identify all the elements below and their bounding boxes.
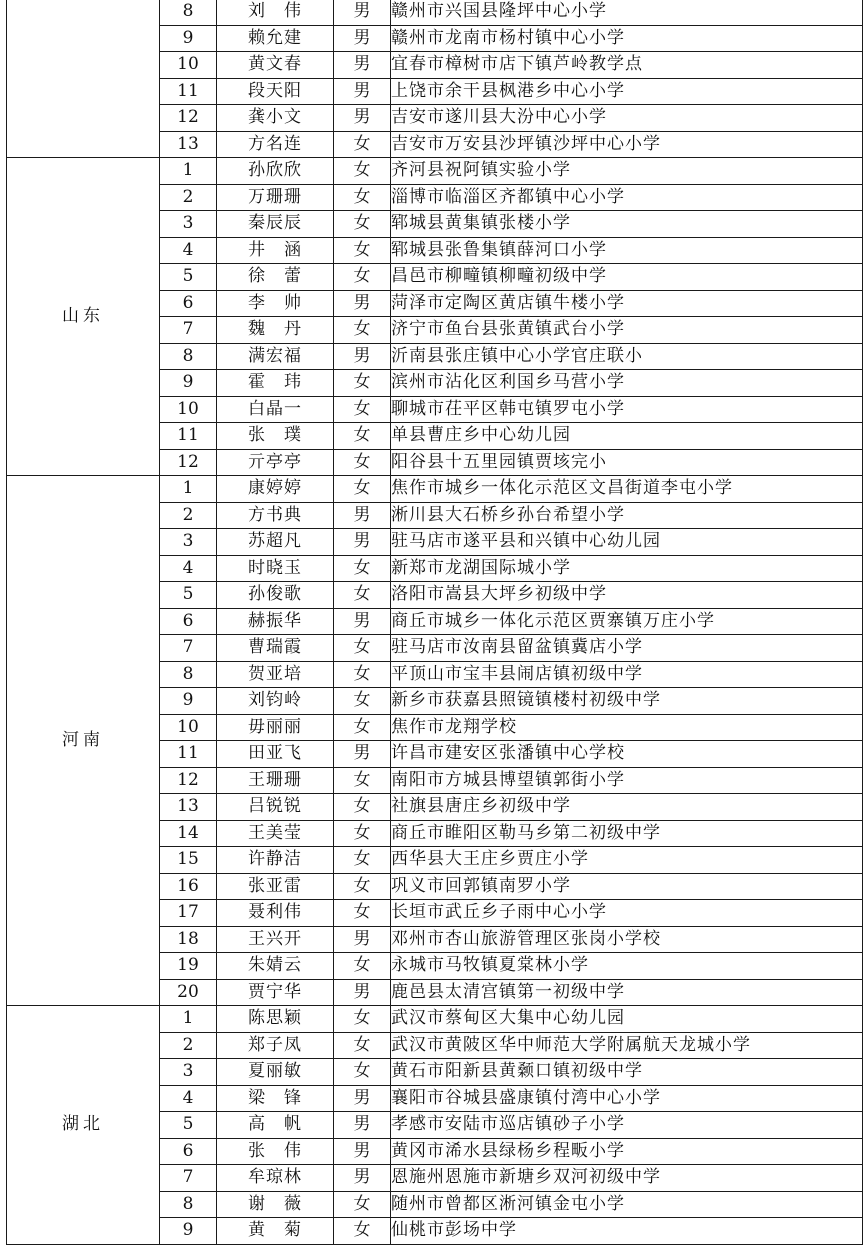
school-name-cell: 武汉市黄陂区华中师范大学附属航天龙城小学 <box>391 1032 863 1059</box>
school-name-cell: 鹿邑县太清宫镇第一初级中学 <box>391 979 863 1006</box>
gender-cell: 女 <box>334 1059 391 1086</box>
gender-cell: 女 <box>334 953 391 980</box>
gender-cell: 男 <box>334 926 391 953</box>
gender-cell: 男 <box>334 502 391 529</box>
gender-cell: 女 <box>334 714 391 741</box>
teacher-name-cell: 田亚飞 <box>217 741 334 768</box>
school-name-cell: 济宁市鱼台县张黄镇武台小学 <box>391 317 863 344</box>
gender-cell: 男 <box>334 979 391 1006</box>
gender-cell: 女 <box>334 1006 391 1033</box>
teacher-name-cell: 孙欣欣 <box>217 158 334 185</box>
serial-number-cell: 12 <box>160 449 217 476</box>
school-name-cell: 昌邑市柳疃镇柳疃初级中学 <box>391 264 863 291</box>
teacher-name-cell: 康婷婷 <box>217 476 334 503</box>
school-name-cell: 新郑市龙湖国际城小学 <box>391 555 863 582</box>
gender-cell: 女 <box>334 900 391 927</box>
school-name-cell: 郓城县黄集镇张楼小学 <box>391 211 863 238</box>
serial-number-cell: 1 <box>160 158 217 185</box>
school-name-cell: 驻马店市汝南县留盆镇冀店小学 <box>391 635 863 662</box>
school-name-cell: 襄阳市谷城县盛康镇付湾中心小学 <box>391 1085 863 1112</box>
province-cell <box>7 0 160 158</box>
serial-number-cell: 20 <box>160 979 217 1006</box>
teacher-name-cell: 郑子凤 <box>217 1032 334 1059</box>
gender-cell: 女 <box>334 158 391 185</box>
teacher-name-cell: 满宏福 <box>217 343 334 370</box>
teacher-name-cell: 陈思颖 <box>217 1006 334 1033</box>
school-name-cell: 洛阳市嵩县大坪乡初级中学 <box>391 582 863 609</box>
serial-number-cell: 12 <box>160 105 217 132</box>
serial-number-cell: 19 <box>160 953 217 980</box>
school-name-cell: 焦作市城乡一体化示范区文昌街道李屯小学 <box>391 476 863 503</box>
serial-number-cell: 16 <box>160 873 217 900</box>
serial-number-cell: 9 <box>160 688 217 715</box>
gender-cell: 男 <box>334 1165 391 1192</box>
table-row <box>7 158 863 185</box>
gender-cell: 女 <box>334 264 391 291</box>
table-body <box>7 0 863 1244</box>
gender-cell: 女 <box>334 184 391 211</box>
serial-number-cell: 4 <box>160 1085 217 1112</box>
teacher-name-cell: 张亚雷 <box>217 873 334 900</box>
teacher-name-cell: 夏丽敏 <box>217 1059 334 1086</box>
serial-number-cell: 2 <box>160 184 217 211</box>
serial-number-cell: 3 <box>160 1059 217 1086</box>
serial-number-cell: 7 <box>160 317 217 344</box>
serial-number-cell: 5 <box>160 264 217 291</box>
teacher-name-cell: 魏 丹 <box>217 317 334 344</box>
gender-cell: 女 <box>334 767 391 794</box>
gender-cell: 女 <box>334 476 391 503</box>
school-name-cell: 永城市马牧镇夏棠林小学 <box>391 953 863 980</box>
gender-cell: 女 <box>334 847 391 874</box>
teacher-name-cell: 高 帆 <box>217 1112 334 1139</box>
serial-number-cell: 11 <box>160 423 217 450</box>
school-name-cell: 恩施州恩施市新塘乡双河初级中学 <box>391 1165 863 1192</box>
gender-cell: 女 <box>334 794 391 821</box>
province-cell: 山东 <box>7 158 160 476</box>
school-name-cell: 商丘市城乡一体化示范区贾寨镇万庄小学 <box>391 608 863 635</box>
serial-number-cell: 2 <box>160 502 217 529</box>
gender-cell: 女 <box>334 555 391 582</box>
teacher-name-cell: 谢 薇 <box>217 1191 334 1218</box>
school-name-cell: 随州市曾都区淅河镇金屯小学 <box>391 1191 863 1218</box>
teacher-name-cell: 黄 菊 <box>217 1218 334 1245</box>
gender-cell: 男 <box>334 741 391 768</box>
table-row <box>7 476 863 503</box>
school-name-cell: 吉安市万安县沙坪镇沙坪中心小学 <box>391 131 863 158</box>
serial-number-cell: 10 <box>160 52 217 79</box>
gender-cell: 男 <box>334 1085 391 1112</box>
school-name-cell: 孝感市安陆市巡店镇砂子小学 <box>391 1112 863 1139</box>
serial-number-cell: 11 <box>160 741 217 768</box>
gender-cell: 女 <box>334 635 391 662</box>
teacher-name-cell: 段天阳 <box>217 78 334 105</box>
school-name-cell: 聊城市茌平区韩屯镇罗屯小学 <box>391 396 863 423</box>
gender-cell: 女 <box>334 873 391 900</box>
teacher-name-cell: 王珊珊 <box>217 767 334 794</box>
gender-cell: 女 <box>334 423 391 450</box>
teacher-name-cell: 时晓玉 <box>217 555 334 582</box>
serial-number-cell: 4 <box>160 237 217 264</box>
teacher-name-cell: 许静洁 <box>217 847 334 874</box>
serial-number-cell: 9 <box>160 370 217 397</box>
gender-cell: 女 <box>334 317 391 344</box>
gender-cell: 女 <box>334 1032 391 1059</box>
teacher-name-cell: 白晶一 <box>217 396 334 423</box>
teacher-name-cell: 霍 玮 <box>217 370 334 397</box>
serial-number-cell: 1 <box>160 1006 217 1033</box>
serial-number-cell: 11 <box>160 78 217 105</box>
school-name-cell: 上饶市余干县枫港乡中心小学 <box>391 78 863 105</box>
serial-number-cell: 6 <box>160 608 217 635</box>
serial-number-cell: 3 <box>160 211 217 238</box>
school-name-cell: 赣州市兴国县隆坪中心小学 <box>391 0 863 25</box>
school-name-cell: 邓州市杏山旅游管理区张岗小学校 <box>391 926 863 953</box>
teacher-name-cell: 朱婧云 <box>217 953 334 980</box>
school-name-cell: 郓城县张鲁集镇薛河口小学 <box>391 237 863 264</box>
school-name-cell: 商丘市睢阳区勒马乡第二初级中学 <box>391 820 863 847</box>
serial-number-cell: 13 <box>160 794 217 821</box>
teacher-name-cell: 贺亚培 <box>217 661 334 688</box>
gender-cell: 女 <box>334 688 391 715</box>
table-row <box>7 1006 863 1033</box>
serial-number-cell: 10 <box>160 396 217 423</box>
school-name-cell: 平顶山市宝丰县闹店镇初级中学 <box>391 661 863 688</box>
gender-cell: 男 <box>334 529 391 556</box>
gender-cell: 男 <box>334 52 391 79</box>
teacher-name-cell: 龚小文 <box>217 105 334 132</box>
gender-cell: 女 <box>334 131 391 158</box>
teacher-name-cell: 张 伟 <box>217 1138 334 1165</box>
teacher-list-table <box>6 0 863 1245</box>
school-name-cell: 淅川县大石桥乡孙台希望小学 <box>391 502 863 529</box>
gender-cell: 女 <box>334 1218 391 1245</box>
teacher-name-cell: 曹瑞霞 <box>217 635 334 662</box>
province-cell: 湖北 <box>7 1006 160 1245</box>
serial-number-cell: 8 <box>160 1191 217 1218</box>
gender-cell: 女 <box>334 237 391 264</box>
school-name-cell: 焦作市龙翔学校 <box>391 714 863 741</box>
teacher-name-cell: 孙俊歌 <box>217 582 334 609</box>
gender-cell: 男 <box>334 78 391 105</box>
gender-cell: 男 <box>334 1138 391 1165</box>
school-name-cell: 齐河县祝阿镇实验小学 <box>391 158 863 185</box>
serial-number-cell: 2 <box>160 1032 217 1059</box>
teacher-name-cell: 苏超凡 <box>217 529 334 556</box>
gender-cell: 男 <box>334 0 391 25</box>
serial-number-cell: 13 <box>160 131 217 158</box>
school-name-cell: 许昌市建安区张潘镇中心学校 <box>391 741 863 768</box>
teacher-name-cell: 刘钧岭 <box>217 688 334 715</box>
teacher-name-cell: 井 涵 <box>217 237 334 264</box>
school-name-cell: 阳谷县十五里园镇贾垓完小 <box>391 449 863 476</box>
serial-number-cell: 18 <box>160 926 217 953</box>
school-name-cell: 黄冈市浠水县绿杨乡程畈小学 <box>391 1138 863 1165</box>
serial-number-cell: 1 <box>160 476 217 503</box>
school-name-cell: 长垣市武丘乡子雨中心小学 <box>391 900 863 927</box>
serial-number-cell: 9 <box>160 1218 217 1245</box>
gender-cell: 男 <box>334 343 391 370</box>
school-name-cell: 吉安市遂川县大汾中心小学 <box>391 105 863 132</box>
teacher-name-cell: 贾宁华 <box>217 979 334 1006</box>
gender-cell: 女 <box>334 449 391 476</box>
school-name-cell: 新乡市获嘉县照镜镇楼村初级中学 <box>391 688 863 715</box>
gender-cell: 男 <box>334 25 391 52</box>
teacher-name-cell: 方名连 <box>217 131 334 158</box>
serial-number-cell: 12 <box>160 767 217 794</box>
teacher-name-cell: 秦辰辰 <box>217 211 334 238</box>
serial-number-cell: 17 <box>160 900 217 927</box>
gender-cell: 女 <box>334 820 391 847</box>
gender-cell: 男 <box>334 608 391 635</box>
teacher-name-cell: 万珊珊 <box>217 184 334 211</box>
teacher-name-cell: 毋丽丽 <box>217 714 334 741</box>
serial-number-cell: 7 <box>160 635 217 662</box>
serial-number-cell: 14 <box>160 820 217 847</box>
serial-number-cell: 10 <box>160 714 217 741</box>
serial-number-cell: 5 <box>160 1112 217 1139</box>
serial-number-cell: 7 <box>160 1165 217 1192</box>
serial-number-cell: 9 <box>160 25 217 52</box>
teacher-name-cell: 牟琼林 <box>217 1165 334 1192</box>
teacher-name-cell: 张 璞 <box>217 423 334 450</box>
teacher-name-cell: 赫振华 <box>217 608 334 635</box>
teacher-name-cell: 吕锐锐 <box>217 794 334 821</box>
teacher-name-cell: 王美莹 <box>217 820 334 847</box>
teacher-name-cell: 刘 伟 <box>217 0 334 25</box>
province-cell: 河南 <box>7 476 160 1006</box>
school-name-cell: 沂南县张庄镇中心小学官庄联小 <box>391 343 863 370</box>
gender-cell: 女 <box>334 582 391 609</box>
serial-number-cell: 8 <box>160 661 217 688</box>
school-name-cell: 驻马店市遂平县和兴镇中心幼儿园 <box>391 529 863 556</box>
serial-number-cell: 4 <box>160 555 217 582</box>
gender-cell: 女 <box>334 211 391 238</box>
school-name-cell: 宜春市樟树市店下镇芦岭教学点 <box>391 52 863 79</box>
teacher-name-cell: 赖允建 <box>217 25 334 52</box>
teacher-name-cell: 李 帅 <box>217 290 334 317</box>
school-name-cell: 武汉市蔡甸区大集中心幼儿园 <box>391 1006 863 1033</box>
gender-cell: 男 <box>334 290 391 317</box>
school-name-cell: 菏泽市定陶区黄店镇牛楼小学 <box>391 290 863 317</box>
gender-cell: 女 <box>334 396 391 423</box>
school-name-cell: 社旗县唐庄乡初级中学 <box>391 794 863 821</box>
serial-number-cell: 6 <box>160 1138 217 1165</box>
teacher-name-cell: 王兴开 <box>217 926 334 953</box>
school-name-cell: 南阳市方城县博望镇郭街小学 <box>391 767 863 794</box>
school-name-cell: 黄石市阳新县黄颡口镇初级中学 <box>391 1059 863 1086</box>
gender-cell: 男 <box>334 1112 391 1139</box>
serial-number-cell: 6 <box>160 290 217 317</box>
serial-number-cell: 3 <box>160 529 217 556</box>
teacher-name-cell: 梁 锋 <box>217 1085 334 1112</box>
serial-number-cell: 15 <box>160 847 217 874</box>
teacher-name-cell: 聂利伟 <box>217 900 334 927</box>
school-name-cell: 赣州市龙南市杨村镇中心小学 <box>391 25 863 52</box>
serial-number-cell: 8 <box>160 0 217 25</box>
school-name-cell: 淄博市临淄区齐都镇中心小学 <box>391 184 863 211</box>
teacher-name-cell: 亓亭亭 <box>217 449 334 476</box>
school-name-cell: 仙桃市彭场中学 <box>391 1218 863 1245</box>
serial-number-cell: 5 <box>160 582 217 609</box>
school-name-cell: 西华县大王庄乡贾庄小学 <box>391 847 863 874</box>
gender-cell: 女 <box>334 1191 391 1218</box>
teacher-name-cell: 方书典 <box>217 502 334 529</box>
school-name-cell: 巩义市回郭镇南罗小学 <box>391 873 863 900</box>
teacher-name-cell: 黄文春 <box>217 52 334 79</box>
serial-number-cell: 8 <box>160 343 217 370</box>
table-row <box>7 0 863 25</box>
school-name-cell: 滨州市沾化区利国乡马营小学 <box>391 370 863 397</box>
school-name-cell: 单县曹庄乡中心幼儿园 <box>391 423 863 450</box>
teacher-name-cell: 徐 蕾 <box>217 264 334 291</box>
gender-cell: 女 <box>334 370 391 397</box>
gender-cell: 女 <box>334 661 391 688</box>
gender-cell: 男 <box>334 105 391 132</box>
